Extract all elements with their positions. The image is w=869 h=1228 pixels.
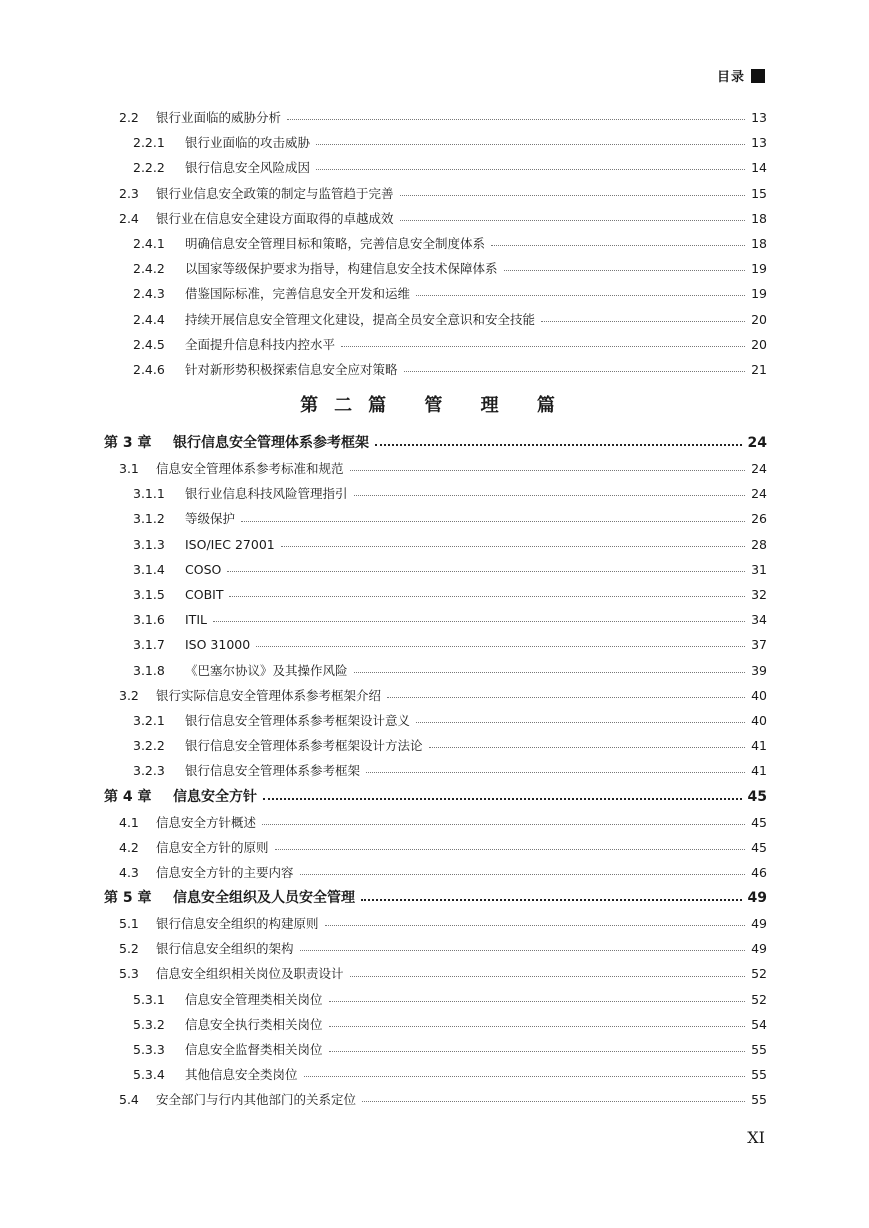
toc-entry-page: 49 bbox=[747, 890, 767, 907]
toc-entry-number: 2.4.5 bbox=[133, 336, 165, 352]
toc-entry-page: 13 bbox=[751, 110, 767, 125]
toc-entry-title: COBIT bbox=[185, 587, 224, 602]
toc-chapter-entry[interactable] bbox=[104, 784, 767, 810]
toc-entry-title: 信息安全执行类相关岗位 bbox=[185, 1016, 323, 1032]
toc-entry[interactable] bbox=[104, 206, 767, 231]
toc-chapter-entry[interactable] bbox=[104, 885, 767, 911]
toc-entry-page: 52 bbox=[751, 991, 767, 1007]
toc-entry-title: 银行信息安全管理体系参考框架 bbox=[173, 435, 369, 452]
toc-entry-title: 信息安全方针 bbox=[173, 788, 257, 805]
toc-entry[interactable] bbox=[104, 810, 767, 835]
toc-chapter-entry[interactable] bbox=[104, 430, 767, 456]
toc-entry-title: 信息安全管理类相关岗位 bbox=[185, 991, 323, 1007]
toc-entry-number: 5.1 bbox=[119, 916, 139, 932]
dot-leader bbox=[300, 950, 745, 951]
toc-entry-page: 39 bbox=[751, 662, 767, 678]
header-square-mark bbox=[751, 69, 765, 83]
toc-entry-title: 针对新形势积极探索信息安全应对策略 bbox=[185, 361, 398, 377]
toc-entry-title: ISO/IEC 27001 bbox=[185, 536, 275, 552]
toc-entry-number: 3.2 bbox=[119, 687, 139, 703]
dot-leader bbox=[213, 621, 745, 622]
dot-leader bbox=[316, 144, 745, 145]
toc-entry[interactable] bbox=[104, 357, 767, 382]
toc-entry[interactable] bbox=[104, 1087, 767, 1112]
toc-entry-number: 2.3 bbox=[119, 185, 139, 201]
toc-entry[interactable] bbox=[104, 987, 767, 1012]
toc-entry[interactable] bbox=[104, 961, 767, 986]
toc-entry-title: 信息安全方针的原则 bbox=[156, 839, 269, 855]
dot-leader bbox=[262, 824, 745, 825]
toc-entry[interactable] bbox=[104, 532, 767, 557]
toc-entry-page: 28 bbox=[751, 536, 767, 552]
dot-leader bbox=[354, 495, 745, 496]
toc-entry[interactable] bbox=[104, 860, 767, 885]
toc-entry-page: 18 bbox=[751, 210, 767, 226]
toc-entry[interactable] bbox=[104, 683, 767, 708]
running-header bbox=[717, 66, 765, 85]
toc-entry-page: 20 bbox=[751, 311, 767, 327]
dot-leader bbox=[541, 321, 745, 322]
toc-entry-page: 21 bbox=[751, 361, 767, 377]
toc-entry-page: 55 bbox=[751, 1042, 767, 1057]
toc-entry-number: 3.2.3 bbox=[133, 763, 165, 779]
toc-entry-title: 银行业信息科技风险管理指引 bbox=[185, 486, 348, 502]
toc-entry-page: 18 bbox=[751, 235, 767, 251]
dot-leader bbox=[300, 874, 745, 875]
toc-entry-title: 全面提升信息科技内控水平 bbox=[185, 336, 336, 352]
toc-entry[interactable] bbox=[104, 733, 767, 758]
toc-entry[interactable] bbox=[104, 658, 767, 683]
toc-entry[interactable] bbox=[104, 557, 767, 582]
toc-entry-page: 45 bbox=[751, 839, 767, 855]
toc-entry-number: 3.1.5 bbox=[133, 587, 165, 602]
dot-leader bbox=[362, 1101, 745, 1102]
dot-leader bbox=[325, 925, 745, 926]
toc-entry-page: 45 bbox=[751, 814, 767, 830]
toc-entry-number: 5.3.1 bbox=[133, 991, 165, 1007]
dot-leader bbox=[350, 470, 745, 471]
toc-entry-page: 40 bbox=[751, 712, 767, 728]
toc-entry-page: 14 bbox=[751, 160, 767, 176]
toc-entry-title: ITIL bbox=[185, 612, 207, 628]
toc-entry-page: 19 bbox=[751, 261, 767, 277]
toc-entry-page: 45 bbox=[747, 788, 767, 805]
dot-leader bbox=[227, 571, 745, 572]
toc-entry-title: 以国家等级保护要求为指导，构建信息安全技术保障体系 bbox=[185, 261, 498, 277]
toc-entry[interactable] bbox=[104, 332, 767, 357]
toc-entry-number: 2.4.1 bbox=[133, 235, 165, 251]
dot-leader bbox=[387, 697, 745, 698]
toc-entry-number: 5.4 bbox=[119, 1092, 139, 1108]
toc-entry-number: 3.1.4 bbox=[133, 561, 165, 577]
toc-entry[interactable] bbox=[104, 105, 767, 130]
toc-entry-page: 31 bbox=[751, 561, 767, 577]
toc-entry-number: 2.4.6 bbox=[133, 361, 165, 377]
toc-entry-title: 安全部门与行内其他部门的关系定位 bbox=[156, 1092, 357, 1108]
toc-entry-number: 第 4 章 bbox=[104, 788, 152, 805]
page-number: XI bbox=[747, 1128, 765, 1147]
toc-entry-number: 2.4.3 bbox=[133, 286, 165, 302]
toc-entry[interactable] bbox=[104, 632, 767, 657]
toc-entry-number: 5.3.3 bbox=[133, 1042, 165, 1057]
toc-entry-page: 54 bbox=[751, 1016, 767, 1032]
toc-entry-number: 2.4.4 bbox=[133, 311, 165, 327]
dot-leader bbox=[329, 1001, 745, 1002]
toc-entry-number: 2.2.2 bbox=[133, 160, 165, 176]
toc-entry[interactable] bbox=[104, 1062, 767, 1087]
toc-entry-page: 55 bbox=[751, 1067, 767, 1083]
dot-leader bbox=[429, 747, 745, 748]
toc-entry-title: 等级保护 bbox=[185, 511, 236, 527]
dot-leader bbox=[491, 245, 745, 246]
dot-leader bbox=[354, 672, 745, 673]
toc-entry-number: 第 3 章 bbox=[104, 435, 152, 452]
toc-entry-page: 19 bbox=[751, 286, 767, 302]
toc-entry-title: 银行信息安全管理体系参考框架设计方法论 bbox=[185, 738, 423, 754]
dot-leader bbox=[361, 899, 742, 901]
toc-entry-title: 银行业面临的攻击威胁 bbox=[185, 135, 311, 151]
dot-leader bbox=[366, 772, 745, 773]
dot-leader bbox=[504, 270, 745, 271]
dot-leader bbox=[404, 371, 745, 372]
toc-entry-number: 5.3.4 bbox=[133, 1067, 165, 1083]
toc-entry-page: 13 bbox=[751, 135, 767, 151]
toc-entry-title: 银行信息安全组织的架构 bbox=[156, 941, 294, 957]
dot-leader bbox=[316, 169, 745, 170]
toc-entry-title: 银行实际信息安全管理体系参考框架介绍 bbox=[156, 687, 382, 703]
toc-entry[interactable] bbox=[104, 506, 767, 531]
toc-entry-page: 40 bbox=[751, 687, 767, 703]
toc-entry-number: 3.1.6 bbox=[133, 612, 165, 628]
dot-leader bbox=[350, 976, 745, 977]
toc-entry[interactable] bbox=[104, 911, 767, 936]
dot-leader bbox=[256, 646, 745, 647]
toc-entry[interactable] bbox=[104, 456, 767, 481]
toc-entry-page: 24 bbox=[751, 461, 767, 477]
toc-entry-title: 银行信息安全管理体系参考框架设计意义 bbox=[185, 712, 411, 728]
toc-entry-title: 信息安全方针概述 bbox=[156, 814, 257, 830]
toc-entry[interactable] bbox=[104, 708, 767, 733]
toc-entry-title: 信息安全管理体系参考标准和规范 bbox=[156, 461, 344, 477]
toc-entry-number: 2.4.2 bbox=[133, 261, 165, 277]
toc-entry-title: 明确信息安全管理目标和策略，完善信息安全制度体系 bbox=[185, 235, 486, 251]
toc-entry-page: 49 bbox=[751, 916, 767, 932]
toc-entry-page: 34 bbox=[751, 612, 767, 628]
toc-entry-title: 借鉴国际标准，完善信息安全开发和运维 bbox=[185, 286, 411, 302]
toc-entry-title: COSO bbox=[185, 561, 222, 577]
toc-entry-page: 32 bbox=[751, 587, 767, 602]
toc-entry[interactable] bbox=[104, 936, 767, 961]
toc-entry-page: 37 bbox=[751, 637, 767, 653]
toc-entry-number: 3.1.2 bbox=[133, 511, 165, 527]
toc-entry[interactable] bbox=[104, 231, 767, 256]
toc-entry-number: 3.2.2 bbox=[133, 738, 165, 754]
dot-leader bbox=[329, 1051, 745, 1052]
dot-leader bbox=[275, 849, 745, 850]
toc-entry[interactable] bbox=[104, 1012, 767, 1037]
toc-entry[interactable] bbox=[104, 1037, 767, 1062]
toc-entry-number: 2.2 bbox=[119, 110, 139, 125]
toc-entry-number: 2.2.1 bbox=[133, 135, 165, 151]
toc-entry[interactable] bbox=[104, 181, 767, 206]
toc-entry-number: 4.3 bbox=[119, 864, 139, 880]
toc-entry-title: 银行信息安全风险成因 bbox=[185, 160, 311, 176]
dot-leader bbox=[400, 195, 745, 196]
toc-entry-title: 银行业信息安全政策的制定与监管趋于完善 bbox=[156, 185, 394, 201]
toc-entry-page: 41 bbox=[751, 738, 767, 754]
toc-entry-number: 3.1 bbox=[119, 461, 139, 477]
toc-entry-title: 《巴塞尔协议》及其操作风险 bbox=[185, 662, 348, 678]
toc-entry-number: 3.1.7 bbox=[133, 637, 165, 653]
toc-entry-title: ISO 31000 bbox=[185, 637, 251, 653]
dot-leader bbox=[329, 1026, 745, 1027]
toc-entry-title: 银行信息安全组织的构建原则 bbox=[156, 916, 319, 932]
dot-leader bbox=[304, 1076, 745, 1077]
toc-entry-number: 4.1 bbox=[119, 814, 139, 830]
toc-entry-title: 信息安全监督类相关岗位 bbox=[185, 1042, 323, 1057]
dot-leader bbox=[416, 722, 745, 723]
table-of-contents bbox=[104, 105, 767, 1113]
toc-entry-title: 信息安全方针的主要内容 bbox=[156, 864, 294, 880]
toc-entry-title: 银行信息安全管理体系参考框架 bbox=[185, 763, 361, 779]
dot-leader bbox=[241, 521, 745, 522]
toc-entry[interactable] bbox=[104, 758, 767, 783]
dot-leader bbox=[229, 596, 745, 597]
toc-entry-title: 信息安全组织相关岗位及职责设计 bbox=[156, 966, 344, 982]
toc-entry-number: 2.4 bbox=[119, 210, 139, 226]
toc-entry-page: 24 bbox=[751, 486, 767, 502]
dot-leader bbox=[287, 119, 745, 120]
toc-entry[interactable] bbox=[104, 307, 767, 332]
dot-leader bbox=[281, 546, 745, 547]
toc-entry-number: 3.1.3 bbox=[133, 536, 165, 552]
dot-leader bbox=[416, 295, 745, 296]
toc-entry-page: 52 bbox=[751, 966, 767, 982]
toc-entry-page: 15 bbox=[751, 185, 767, 201]
toc-entry-title: 持续开展信息安全管理文化建设，提高全员安全意识和安全技能 bbox=[185, 311, 536, 327]
toc-entry-number: 3.1.8 bbox=[133, 662, 165, 678]
toc-entry-number: 5.3 bbox=[119, 966, 139, 982]
toc-entry[interactable] bbox=[104, 256, 767, 281]
dot-leader bbox=[263, 798, 742, 800]
toc-entry-page: 20 bbox=[751, 336, 767, 352]
dot-leader bbox=[400, 220, 745, 221]
toc-entry-title: 其他信息安全类岗位 bbox=[185, 1067, 298, 1083]
toc-entry-page: 55 bbox=[751, 1092, 767, 1108]
toc-entry[interactable] bbox=[104, 607, 767, 632]
toc-entry-number: 5.3.2 bbox=[133, 1016, 165, 1032]
toc-entry-title: 银行业在信息安全建设方面取得的卓越成效 bbox=[156, 210, 394, 226]
toc-entry-page: 41 bbox=[751, 763, 767, 779]
toc-entry-number: 第 5 章 bbox=[104, 890, 152, 907]
dot-leader bbox=[375, 444, 742, 446]
toc-entry-page: 24 bbox=[747, 435, 767, 452]
toc-entry-page: 49 bbox=[751, 941, 767, 957]
toc-entry-page: 46 bbox=[751, 864, 767, 880]
toc-entry-number: 3.1.1 bbox=[133, 486, 165, 502]
toc-entry-number: 4.2 bbox=[119, 839, 139, 855]
toc-entry[interactable] bbox=[104, 582, 767, 607]
toc-entry-number: 5.2 bbox=[119, 941, 139, 957]
toc-entry[interactable] bbox=[104, 130, 767, 155]
toc-entry[interactable] bbox=[104, 155, 767, 180]
toc-entry[interactable] bbox=[104, 835, 767, 860]
toc-entry-title: 银行业面临的威胁分析 bbox=[156, 110, 282, 125]
toc-entry[interactable] bbox=[104, 481, 767, 506]
toc-entry[interactable] bbox=[104, 281, 767, 306]
toc-entry-title: 信息安全组织及人员安全管理 bbox=[173, 890, 355, 907]
header-title: 目录 bbox=[716, 70, 745, 85]
toc-entry-number: 3.2.1 bbox=[133, 712, 165, 728]
dot-leader bbox=[341, 346, 745, 347]
toc-entry-page: 26 bbox=[751, 511, 767, 527]
part-heading: 第二篇 管 理 篇 bbox=[300, 395, 571, 417]
